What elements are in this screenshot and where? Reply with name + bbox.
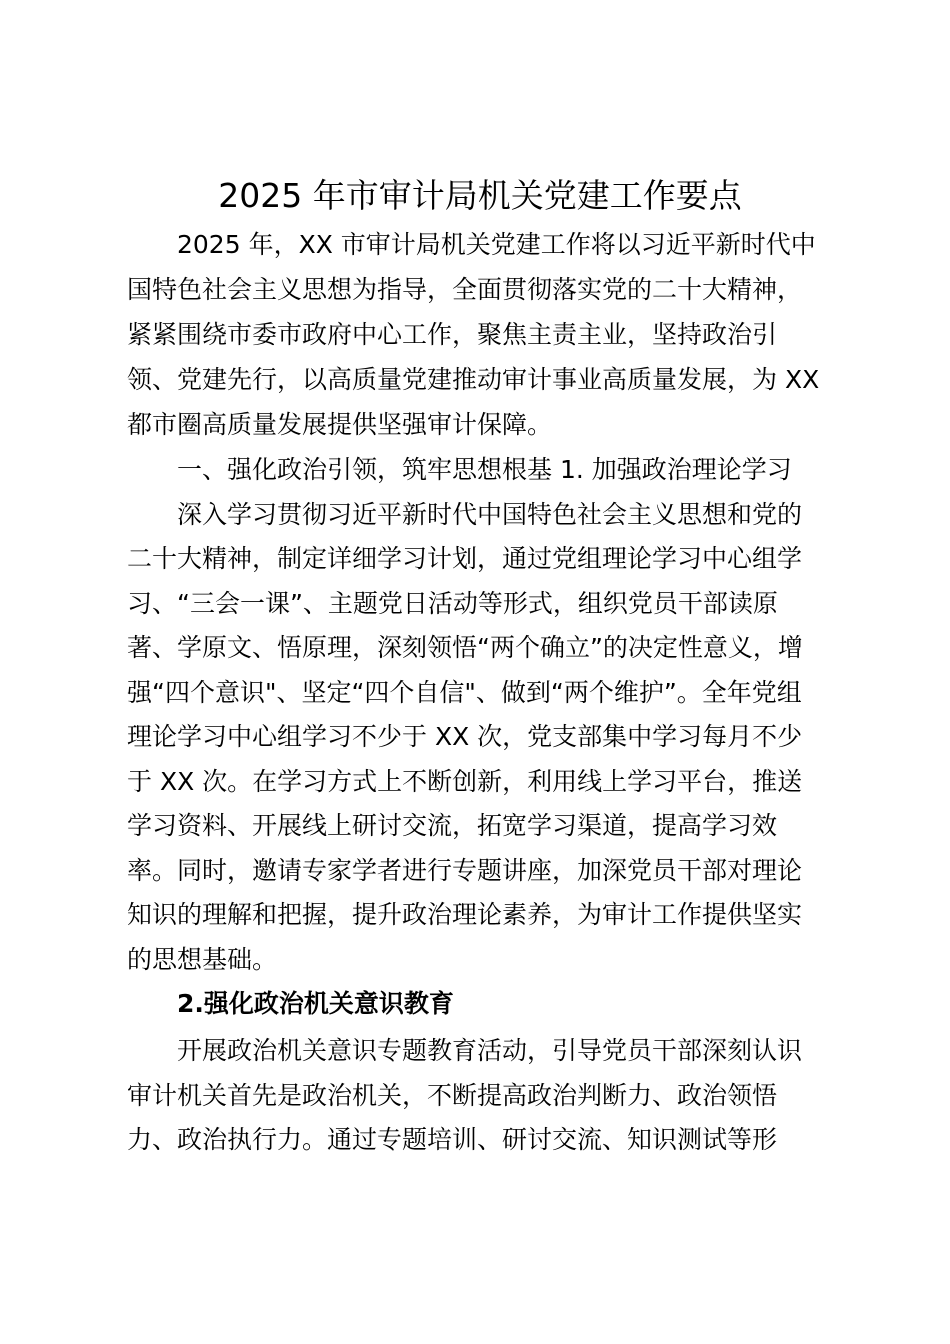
item1-body-line: 二十大精神，制定详细学习计划，通过党组理论学习中心组学 xyxy=(127,544,803,573)
item1-body-line: 理论学习中心组学习不少于 XX 次，党支部集中学习每月不少 xyxy=(127,722,803,751)
item1-body-line: 学习资料、开展线上研讨交流，拓宽学习渠道，提高学习效 xyxy=(127,811,778,840)
item1-body-line: 的思想基础。 xyxy=(127,945,278,974)
item2-body-line: 力、政治执行力。通过专题培训、研讨交流、知识测试等形 xyxy=(127,1125,778,1154)
item2-heading: 2.强化政治机关意识教育 xyxy=(177,989,454,1018)
item2-body-line: 开展政治机关意识专题教育活动，引导党员干部深刻认识 xyxy=(177,1036,803,1065)
intro-line: 2025 年，XX 市审计局机关党建工作将以习近平新时代中 xyxy=(177,230,816,259)
item1-body-line: 率。同时，邀请专家学者进行专题讲座，加深党员干部对理论 xyxy=(127,856,803,885)
intro-line: 紧紧围绕市委市政府中心工作，聚焦主责主业，坚持政治引 xyxy=(127,320,778,349)
item1-body-line: 强“四个意识"、坚定“四个自信"、做到“两个维护”。全年党组 xyxy=(127,678,802,707)
item1-body-line: 著、学原文、悟原理，深刻领悟“两个确立”的决定性意义，增 xyxy=(127,633,803,662)
intro-line: 领、党建先行，以高质量党建推动审计事业高质量发展，为 XX xyxy=(127,365,820,394)
section-heading-line xyxy=(177,452,792,488)
item1-body-line: 习、“三会一课”、主题党日活动等形式，组织党员干部读原 xyxy=(127,589,778,618)
item1-heading: 1. 加强政治理论学习 xyxy=(559,455,792,484)
section1-heading: 一、强化政治引领，筑牢思想根基 xyxy=(177,455,553,484)
item1-body-line: 深入学习贯彻习近平新时代中国特色社会主义思想和党的 xyxy=(177,500,803,529)
item1-body-line: 知识的理解和把握，提升政治理论素养，为审计工作提供坚实 xyxy=(127,900,803,929)
item2-body-line: 审计机关首先是政治机关，不断提高政治判断力、政治领悟 xyxy=(127,1081,778,1110)
intro-line: 国特色社会主义思想为指导，全面贯彻落实党的二十大精神， xyxy=(127,275,803,304)
intro-line: 都市圈高质量发展提供坚强审计保障。 xyxy=(127,410,553,439)
item1-body-line: 于 XX 次。在学习方式上不断创新，利用线上学习平台，推送 xyxy=(127,767,803,796)
document-title: 2025 年市审计局机关党建工作要点 xyxy=(218,176,742,215)
